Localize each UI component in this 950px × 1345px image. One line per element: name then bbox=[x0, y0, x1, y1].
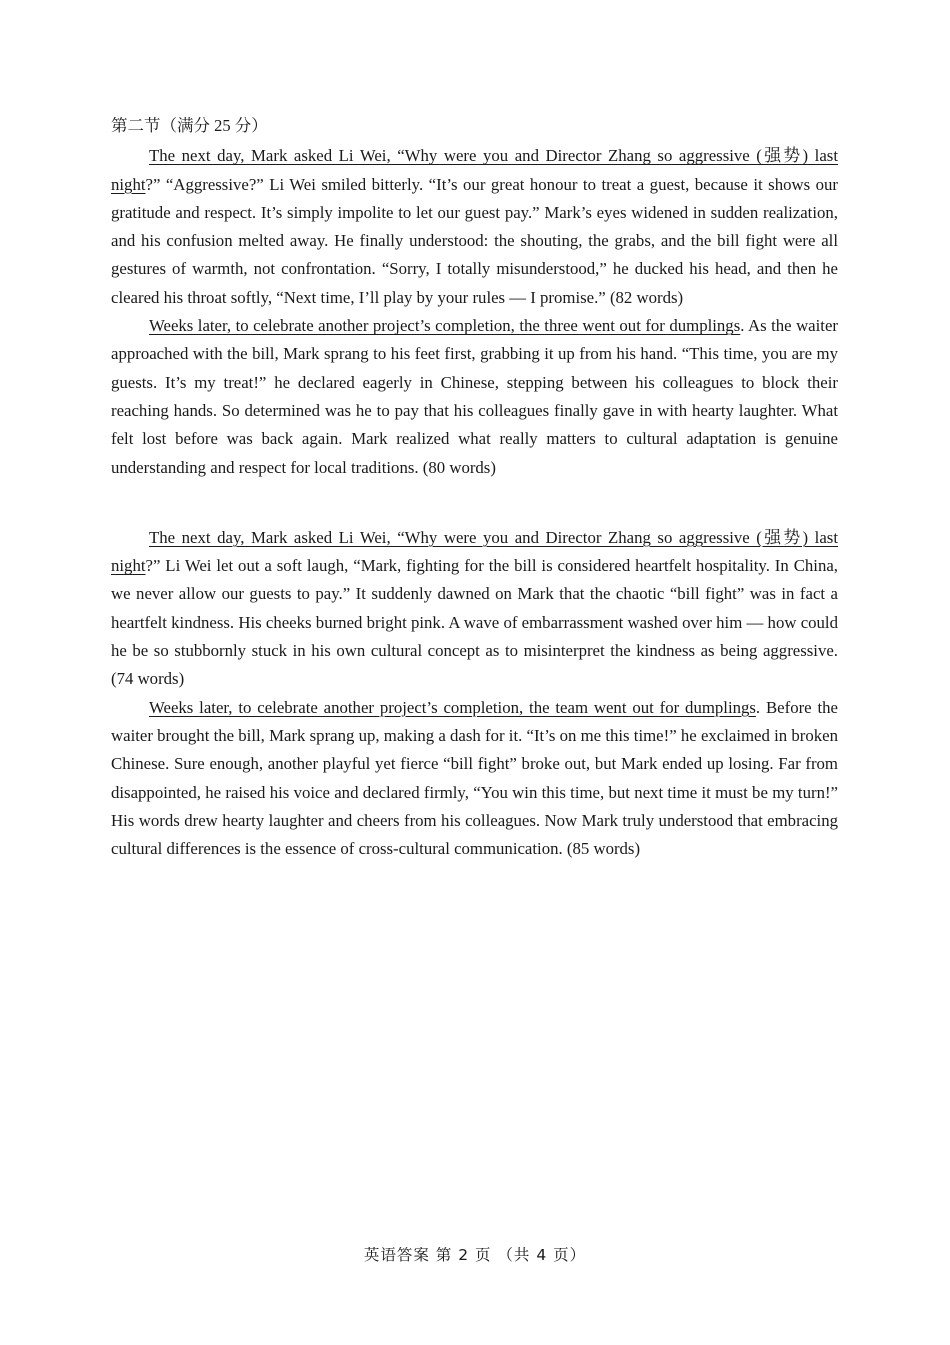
answer2-paragraph-2-lead-sentence: Weeks later, to celebrate another project’s completion, the team went out for dumplings bbox=[149, 697, 756, 717]
answer2-paragraph-1-body: ?” Li Wei let out a soft laugh, “Mark, fighting for the bill is considered heartfelt hospitality. In China, we never allow our guests to pay.” It suddenly dawned on Mark that the chaotic “bill fight” was in fact a heartfelt kindness. His cheeks burned bright pink. A wave of embarrassment washed over him — how could he be so stubbornly stuck in his own cultural concept as to misinterpret the kindness as being aggressive. (74 words) bbox=[111, 556, 838, 689]
answer2-paragraph-2-body: . Before the waiter brought the bill, Mark sprang up, making a dash for it. “It’s on me this time!” he exclaimed in broken Chinese. Sure enough, another playful yet fierce “bill fight” broke out, but Mark ended up losing. Far from disappointed, he raised his voice and declared firmly, “You win this time, but next time it must be my turn!” His words drew hearty laughter and cheers from his colleagues. Now Mark truly understood that embracing cultural differences is the essence of cross-cultural communication. (85 words) bbox=[111, 697, 838, 859]
model-answer-1 bbox=[111, 142, 838, 482]
model-answer-2 bbox=[111, 524, 838, 864]
answer-sheet-page bbox=[111, 112, 838, 863]
answer2-paragraph-1 bbox=[111, 524, 838, 694]
answer1-paragraph-1-lead-sentence: The next day, Mark asked Li Wei, “Why were you and Director Zhang so aggressive (强势) last night bbox=[111, 146, 838, 194]
answer1-paragraph-1 bbox=[111, 142, 838, 312]
answer-separator-space bbox=[111, 482, 838, 524]
answer1-paragraph-1-body: ?” “Aggressive?” Li Wei smiled bitterly. “It’s our great honour to treat a guest, because it shows our gratitude and respect. It’s simply impolite to let our guest pay.” Mark’s eyes widened in sudden realization, and his confusion melted away. He finally understood: the shouting, the grabs, and the bill fight were all gestures of warmth, not confrontation. “Sorry, I totally misunderstood,” he ducked his head, and then he cleared his throat softly, “Next time, I’ll play by your rules — I promise.” (82 words) bbox=[111, 174, 838, 307]
answer1-paragraph-2 bbox=[111, 312, 838, 482]
answer2-paragraph-2 bbox=[111, 694, 838, 864]
answer2-paragraph-1-lead-sentence: The next day, Mark asked Li Wei, “Why were you and Director Zhang so aggressive (强势) last night bbox=[111, 527, 838, 576]
page-footer: 英语答案 第 2 页 （共 4 页） bbox=[363, 1246, 587, 1264]
answer1-paragraph-2-body: . As the waiter approached with the bill, Mark sprang to his feet first, grabbing it up from his hand. “This time, you are my guests. It’s my treat!” he declared eagerly in Chinese, stepping between his colleagues to block their reaching hands. So determined was he to pay that his colleagues finally gave in with hearty laughter. What felt lost before was back again. Mark realized what really matters to cultural adaptation is genuine understanding and respect for local traditions. (80 words) bbox=[111, 316, 838, 477]
section-heading: 第二节（满分 25 分） bbox=[111, 116, 268, 135]
answer1-paragraph-2-lead-sentence: Weeks later, to celebrate another project’s completion, the three went out for dumplings bbox=[149, 316, 741, 336]
